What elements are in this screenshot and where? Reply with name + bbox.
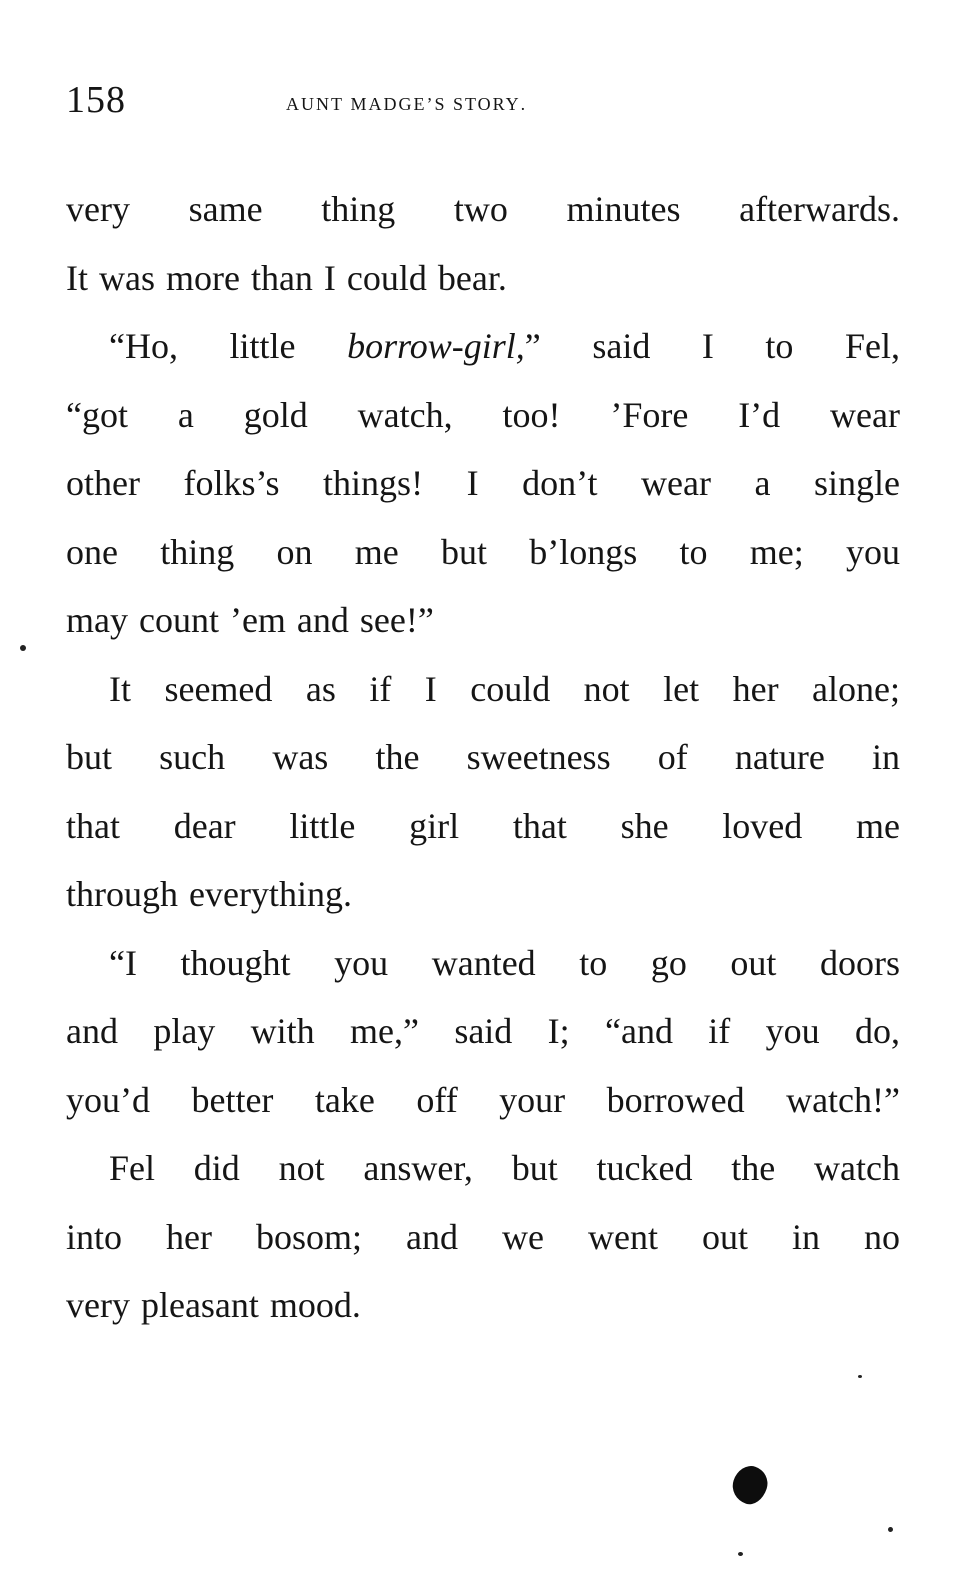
text-line: into her bosom; and we went out in no [66, 1216, 900, 1257]
text-line: other folks’s things! I don’t wear a single [66, 463, 900, 503]
text-line: through everything. [66, 874, 352, 914]
text-line-with-italic: “Ho, little borrow-girl,” said I to Fel, [109, 326, 900, 366]
ink-speck [888, 1527, 893, 1532]
text-line: It seemed as if I could not let her alone; [109, 668, 900, 709]
paragraph [66, 175, 900, 312]
text-line: It was more than I could bear. [66, 257, 507, 298]
body-text [66, 175, 900, 1340]
text-line: “got a gold watch, too! ’Fore I’d wear [66, 394, 900, 435]
paragraph [66, 1134, 900, 1340]
text-line: very pleasant mood. [66, 1285, 361, 1325]
paragraph [66, 312, 900, 655]
running-title: aunt madge’s story. [286, 87, 528, 116]
ink-speck [20, 645, 26, 651]
text-line: may count ’em and see!” [66, 600, 434, 640]
ink-blot [728, 1462, 772, 1509]
text-line: one thing on me but b’longs to me; you [66, 531, 900, 572]
ink-speck [738, 1552, 743, 1556]
text-line: but such was the sweetness of nature in [66, 737, 900, 777]
text-line: “I thought you wanted to go out doors [109, 942, 900, 983]
paragraph [66, 655, 900, 929]
text-line: you’d better take off your borrowed watch!” [66, 1079, 900, 1120]
page-number: 158 [66, 79, 126, 121]
paragraph [66, 929, 900, 1135]
text-line: Fel did not answer, but tucked the watch [109, 1148, 900, 1188]
text-line: that dear little girl that she loved me [66, 805, 900, 846]
text-line: and play with me,” said I; “and if you do, [66, 1011, 900, 1051]
text-line: very same thing two minutes afterwards. [66, 189, 900, 229]
italic-phrase: borrow-girl, [347, 326, 525, 366]
running-head [66, 78, 900, 122]
ink-speck [858, 1375, 862, 1378]
